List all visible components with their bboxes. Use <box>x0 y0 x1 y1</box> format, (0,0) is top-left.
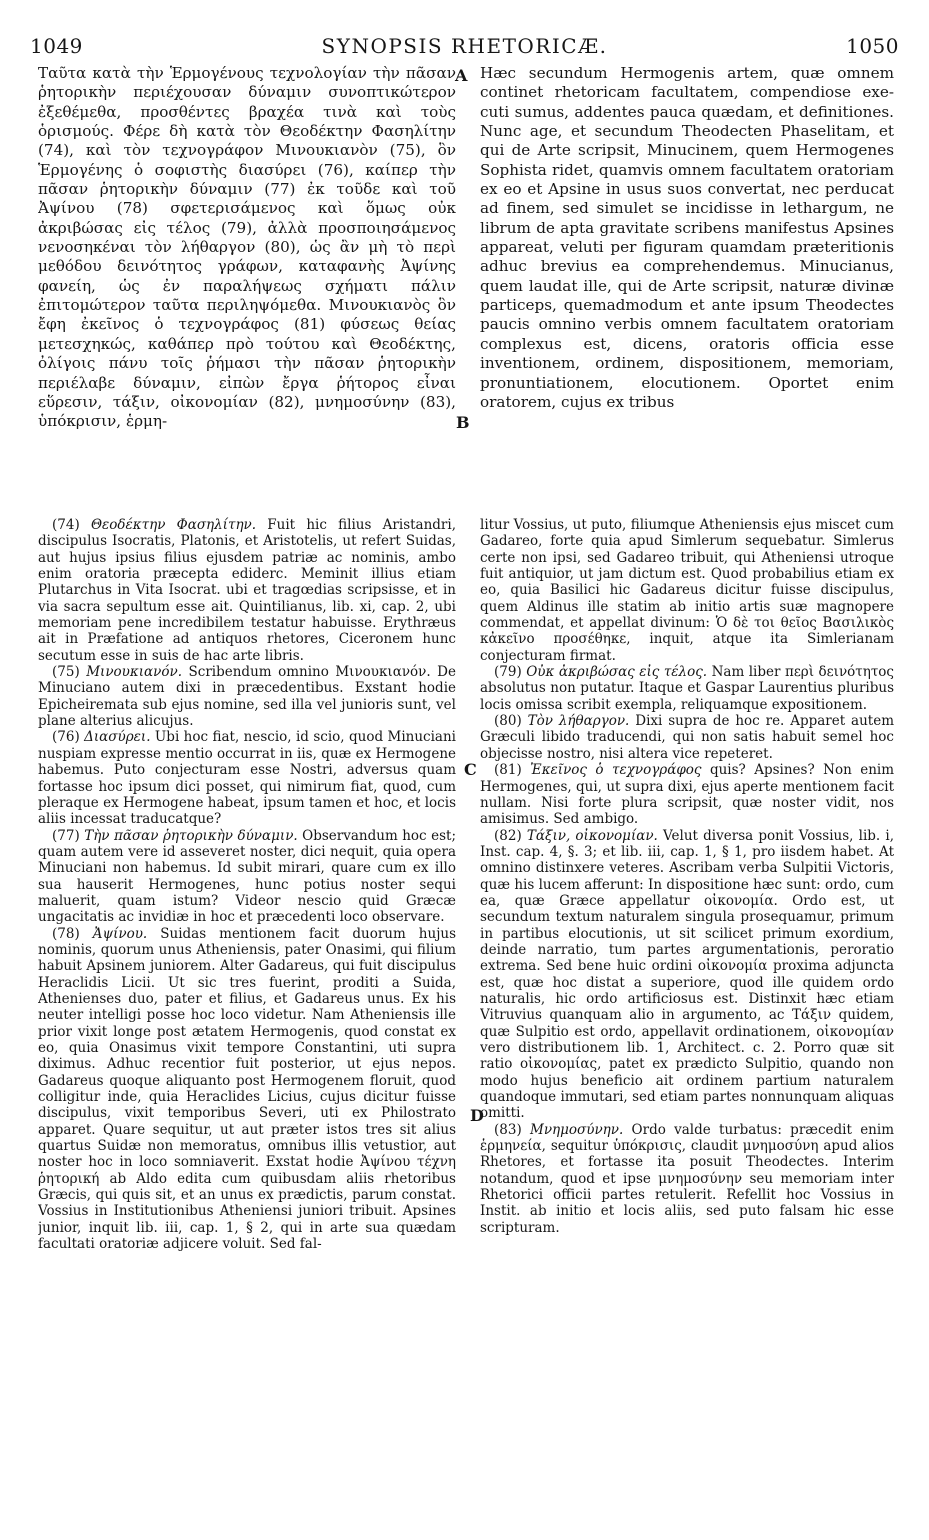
footnote-lemma: Τὸν λήθαργον. <box>527 713 630 730</box>
right-column-number: 1050 <box>846 34 899 58</box>
footnote-text: Dixi supra de hoc re. Apparet autem Græculi libido traducendi, qui non satis habuit semel hoc objecisse nostro, nisi altera vice repeteret. <box>480 713 894 762</box>
footnote-number: (79) <box>494 664 522 681</box>
footnote-text: Fuit hic filius Aristandri, discipulus Isocratis, Platonis, et Aristotelis, ut refert Suidas, aut hujus ipsius filius ejusdem patriæ ac nominis, ambo enim oratoria præcepta ediderc. Meminit illius etiam Plutarchus in Vita Isocrat. ubi et tragœdias scripsisse, et in via sacra sepultum esse ait. Quintilianus, lib. xi, cap. 2, ubi memoriam pene incredibilem testatur habuisse. Erythræus ait in Præfatione ad antiquos rhetores, Ciceronem hunc secutum esse in suis de hac arte libris. <box>38 517 456 664</box>
footnote <box>38 517 456 664</box>
footnote <box>38 926 456 1253</box>
footnote-text: litur Vossius, ut puto, filiumque Atheniensis ejus miscet cum Gadareo, forte quia apud Simlerum sequebatur. Simlerus certe non ipsi, sed Gadareo tribuit, qui Atheniensi utroque fuit antiquior, ut jam dictum est. Quod probabilius etiam ex eo, quia Basilici hic Gadareus dicitur fuisse discipulus, quem Aldinus ille statim ab initio artis suæ magnopere commendat, et appellat divinum: Ὁ δὲ τοι θεῖος Βασιλικὸς κἀκεῖνο προσέθηκε, inquit, atque ita Simlerianam conjecturam firmat. <box>480 517 894 664</box>
margin-marker-d: D <box>470 1106 484 1125</box>
footnote-number: (76) <box>52 729 80 746</box>
margin-marker-c: C <box>464 760 477 779</box>
footnote <box>480 1122 894 1236</box>
footnote <box>480 762 894 827</box>
footnote-number: (82) <box>494 827 522 844</box>
footnote-lemma: Μνημοσύνην. <box>530 1121 624 1138</box>
footnote-lemma: Ἐκεῖνος ὁ τεχνογράφος <box>530 762 702 779</box>
footnote-number: (75) <box>52 664 80 681</box>
footnote-text: Observandum hoc est; quam autem vere id asseveret noster, dici nequit, quia opera Minuciani non habemus. Id subit mirari, quare cum ex illo sua hauserit Hermogenes, hunc potius noster sequi maluerit, quam istum? Videor nescio quid Græcæ ungacitatis ac invidiæ in hoc et præcedenti loco observare. <box>38 827 456 926</box>
margin-marker-b: B <box>456 413 470 432</box>
left-column-number: 1049 <box>30 34 83 58</box>
latin-paragraph: Hæc secundum Hermogenis artem, quæ omnem continet rhetoricam facultatem, compendiose exe-cuti sumus, addentes pauca quædam, et definitiones. Nunc age, et secundum Theodecten Phaselitam, et qui de Arte scripsit, Minucinem, quem Hermogenes Sophista ridet, quamvis omnem facultatem oratoriam ex eo et Apsine in usus suos convertat, nec perducat ad finem, sed simulet se incidisse in lethargum, ne librum de apta gravitate scribens manifestus Apsines appareat, veluti per figuram quamdam præteritionis adhuc brevius ea comprehendemus. Minucianus, quem laudat ille, qui de Arte scripsit, naturæ divinæ particeps, quemadmodum et ante ipsum Theodectes paucis omnino verbis omnem facultatem oratoriam complexus est, dicens, oratoris officia esse inventionem, ordinem, dispositionem, memoriam, pronuntiationem, elocutionem. Oportet enim oratorem, cujus ex tribus <box>480 64 894 411</box>
footnote-number: (77) <box>52 827 80 844</box>
footnotes-left-column <box>38 517 456 1517</box>
footnote-text: Scribendum omnino Μινουκιανόν. De Minuciano autem dixi in præcedentibus. Exstant hodie Epicheiremata sub ejus nomine, sed illa vel junioris sunt, vel plane alterius alicujus. <box>38 664 456 730</box>
footnote-lemma: Τάξιν, οἰκονομίαν. <box>526 827 658 844</box>
footnote <box>38 828 456 926</box>
footnote-lemma: Οὐκ ἀκριβώσας εἰς τέλος. <box>526 664 708 681</box>
running-title: SYNOPSIS RHETORICÆ. <box>321 34 608 58</box>
greek-paragraph: Ταῦτα κατὰ τὴν Ἑρμογένους τεχνολογίαν τὴν πᾶσαν ῥητορικὴν περιέχουσαν δύναμιν συνοπτικώτερον ἐξεθέμεθα, προσθέντες βραχέα τινὰ καὶ τοὺς ὁρισμούς. Φέρε δὴ κατὰ τὸν Θεοδέκτην Φασηλίτην (74), καὶ τὸν τεχνογράφον Μινουκιανὸν (75), ὃν Ἑρμογένης ὁ σοφιστὴς διασύρει (76), καίπερ τὴν πᾶσαν ῥητορικὴν δύναμιν (77) ἐκ τοῦδε καὶ τοῦ Ἀψίνου (78) σφετερισάμενος καὶ ὅμως οὐκ ἀκριβώσας εἰς τέλος (79), ἀλλὰ προσποιησάμενος νενοσηκέναι τὸν λήθαργον (80), ὡς ἂν μὴ τὸ περὶ μεθόδου δεινότητος γράφων, καταφανὴς Ἀψίνης φανείη, ὡς ἐν παραλήψεως σχήματι πάλιν ἐπιτομώτερον ταῦτα περιληψόμεθα. Μινουκιανὸς ὃν ἔφη ἐκεῖνος ὁ τεχνογράφος (81) φύσεως θείας μετεσχηκώς, καθάπερ πρὸ τούτου καὶ Θεοδέκτης, ὀλίγοις πάνυ τοῖς ῥήμασι τὴν πᾶσαν ῥητορικὴν περιέλαβε δύναμιν, εἰπὼν ἔργα ῥήτορος εἶναι εὕρεσιν, τάξιν, οἰκονομίαν (82), μνημοσύνην (83), ὑπόκρισιν, ἑρμη- <box>38 64 456 431</box>
footnote-number: (78) <box>52 925 80 942</box>
footnote-lemma: Διασύρει. <box>84 729 151 746</box>
footnote-text: Velut diversa ponit Vossius, lib. i, Inst. cap. 4, §. 3; et lib. iii, cap. 1, § 1, pro iisdem habet. At omnino distinxere veteres. Ascribam verba Sulpitii Victoris, quæ his lucem afferunt: In dispositione hæc sunt: ordo, cum ea, quæ Græce appellatur οἰκονομία. Ordo est, ut secundum textum naturalem singula prosequamur, primum in partibus elocutionis, ut sit scilicet primum exordium, deinde narratio, tum partes argumentationis, peroratio extrema. Sed bene huic ordini οἰκονομία proxima adjuncta est, quæ hoc distat a superiore, quod ille quidem ordo naturalis, hic ordo artificiosus est. Distinxit hæc etiam Vitruvius quanquam alio in argumento, ac Τάξιν quidem, quæ Sulpitio est ordo, appellavit ordinationem, οἰκονομίαν vero distributionem lib. 1, Architect. c. 2. Porro quæ sit ratio οἰκονομίας, patet ex prædicto Sulpitio, quando non modo hujus beneficio ait ordinem partium naturalem quandoque immutari, sed etiam partes nonnunquam aliquas omitti. <box>480 827 894 1122</box>
footnote-lemma: Τὴν πᾶσαν ῥητορικὴν δύναμιν. <box>84 827 298 844</box>
footnote <box>480 713 894 762</box>
latin-main-text <box>480 64 894 496</box>
footnote-text: Ordo valde turbatus: præcedit enim ἑρμηνεία, sequitur ὑπόκρισις, claudit μνημοσύνη apud alios Rhetores, et fortasse ita posuit Theodectes. Interim notandum, quod et ipse μνημοσύνην seu memoriam inter Rhetorici officii partes retulerit. Refellit hoc Vossius in Instit. ab initio et locis aliis, sed puto falsam hic esse scripturam. <box>480 1121 894 1236</box>
footnote <box>38 729 456 827</box>
footnote-text: quis? Apsines? Non enim Hermogenes, qui, ut supra dixi, ejus aperte mentionem facit nullam. Nisi forte plura scripsit, quæ noster vidit, nos amisimus. Sed ambigo. <box>480 762 894 828</box>
footnote-text: Suidas mentionem facit duorum hujus nominis, quorum unus Atheniensis, pater Onasimi, qui filium habuit Apsinem juniorem. Alter Gadareus, qui fuit discipulus Heraclidis Licii. Ut sic tres fuerint, proditi a Suida, Athenienses duo, pater et filius, et Gadareus unus. Ex his neuter intelligi posse hoc loco videtur. Nam Atheniensis ille prior vixit longe post ætatem Hermogenis, quod constat ex eo, quia Onasimus vixit tempore Constantini, uti supra diximus. Adhuc recentior fuit posterior, ut ejus nepos. Gadareus quoque aliquanto post Hermogenem floruit, quod colligitur inde, quia Heraclides Licius, cujus dicitur fuisse discipulus, vixit temporibus Severi, uti ex Philostrato apparet. Quare sequitur, ut aut præter istos tres sit alius quartus Suidæ non memoratus, omnibus illis vetustior, aut noster hoc in loco somniaverit. Exstat hodie Ἀψίνου τέχνη ῥητορική ab Aldo edita cum quibusdam aliis rhetoribus Græcis, qui quis sit, et an unus ex prædictis, parum constat. Vossius in Institutionibus Atheniensi juniori tribuit. Apsines junior, inquit lib. iii, cap. 1, § 2, qui in arte sua quædam facultati oratoriæ adjicere voluit. Sed fal- <box>38 925 456 1253</box>
page-header <box>30 34 899 58</box>
footnote-text: Ubi hoc fiat, nescio, id scio, quod Minuciani nuspiam expresse mentio occurrat in iis, quæ ex Hermogene habemus. Puto conjecturam esse Nostri, adversus quam fortasse hoc ipsum dici posset, qui nimirum fiat, quod, cum pleraque ex Hermogene habeat, ipsum tamen et hoc, et locis aliis incessat traducatque? <box>38 729 456 828</box>
footnote-number: (74) <box>52 517 80 533</box>
footnote <box>38 664 456 729</box>
footnote-lemma: Ἀψίνου. <box>92 925 148 942</box>
footnote-text: Nam liber περὶ δεινότητος absolutus non putatur. Itaque et Gaspar Laurentius pluribus locis omissa scribit exempla, reliquamque expositionem. <box>480 664 894 713</box>
footnote-number: (83) <box>494 1121 522 1138</box>
footnote-continuation <box>480 517 894 664</box>
footnotes-right-column <box>480 517 894 1517</box>
footnote <box>480 664 894 713</box>
footnote <box>480 828 894 1122</box>
greek-main-text <box>38 64 456 496</box>
footnote-lemma: Θεοδέκτην Φασηλίτην. <box>90 517 257 533</box>
footnote-number: (81) <box>494 762 522 779</box>
footnote-number: (80) <box>494 713 522 730</box>
margin-marker-a: A <box>455 66 468 85</box>
footnote-lemma: Μινουκιανόν. <box>86 664 182 681</box>
